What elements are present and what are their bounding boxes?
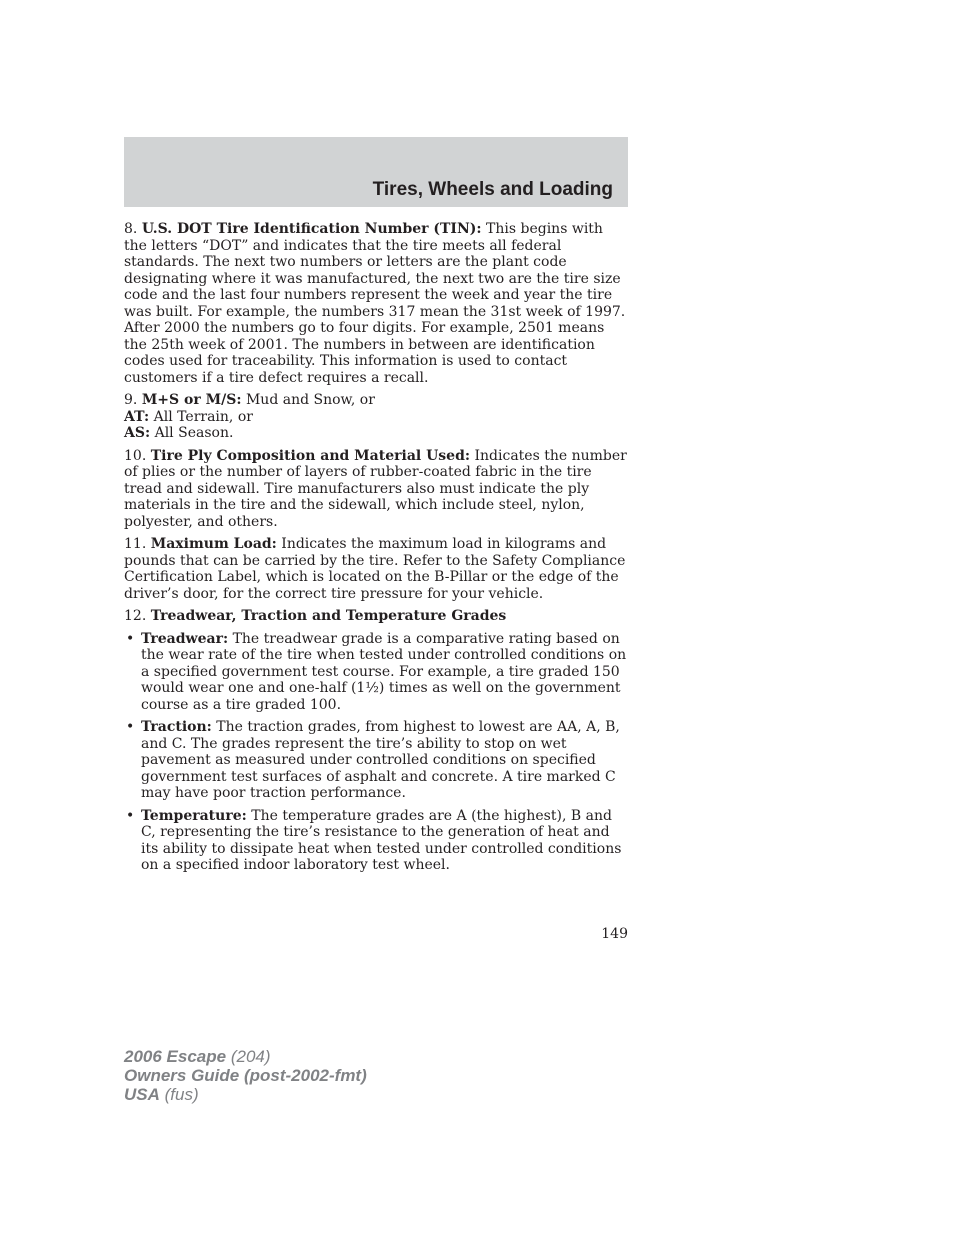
bullet-text: The temperature grades are A (the highest), B and C, representing the tire’s resistance to the generation of heat and its ability to dissipate heat when tested under controlled conditions on a specified indoor laboratory test wheel. bbox=[141, 807, 622, 873]
item-tread-codes bbox=[124, 392, 628, 442]
item-label: Tire Ply Composition and Material Used: bbox=[150, 447, 471, 464]
bullet-icon: • bbox=[126, 630, 135, 647]
bullet-text: The treadwear grade is a comparative rating based on the wear rate of the tire when tested under controlled conditions on a specified government test course. For example, a tire graded 150 would wear one and one-half (1½) times as well on the government course as a tire graded 100. bbox=[141, 630, 627, 713]
item-text: Indicates the maximum load in kilograms and pounds that can be carried by the tire. Refer to the Safety Compliance Certification Label, which is located on the B-Pillar or the edge of the driver’s door, for the correct tire pressure for your vehicle. bbox=[124, 536, 626, 602]
footer-model-code: (204) bbox=[230, 1047, 271, 1066]
bullet-icon: • bbox=[126, 719, 135, 735]
footer-line-model bbox=[124, 1047, 367, 1066]
footer-model: 2006 Escape bbox=[124, 1047, 227, 1066]
item-grades bbox=[124, 608, 628, 625]
footer-guide: Owners Guide (post-2002-fmt) bbox=[124, 1066, 367, 1085]
document-footer bbox=[124, 1047, 367, 1104]
item-label: M+S or M/S: bbox=[141, 392, 242, 408]
item-text: Indicates the number of plies or the number of layers of rubber-coated fabric in the tire tread and sidewall. Tire manufacturers also must indicate the ply materials in the tire and the sidewall, which include steel, nylon, polyester, and others. bbox=[124, 447, 627, 530]
item-maximum-load bbox=[124, 536, 628, 602]
bullet-label: Temperature: bbox=[141, 807, 247, 824]
page-number: 149 bbox=[601, 926, 628, 942]
grades-list bbox=[124, 631, 628, 874]
as-text: All Season. bbox=[154, 425, 234, 441]
item-number: 12. bbox=[124, 608, 147, 624]
item-label: U.S. DOT Tire Identification Number (TIN): bbox=[141, 221, 482, 237]
item-label: Maximum Load: bbox=[150, 536, 277, 552]
bullet-label: Traction: bbox=[141, 719, 212, 735]
item-text: This begins with the letters “DOT” and indicates that the tire meets all federal standards. The next two numbers or letters are the plant code designating where it was manufactured, the next two are the tire size code and the last four numbers represent the week and year the tire was built. For example, the numbers 317 mean the 31st week of 1997. After 2000 the numbers go to four digits. For example, 2501 means the 25th week of 2001. The numbers in between are identification codes used for traceability. This information is used to contact customers if a tire defect requires a recall. bbox=[124, 221, 626, 386]
footer-market: USA bbox=[124, 1085, 160, 1104]
section-header bbox=[124, 137, 628, 207]
section-title: Tires, Wheels and Loading bbox=[372, 179, 613, 200]
at-text: All Terrain, or bbox=[153, 408, 253, 425]
item-label: Treadwear, Traction and Temperature Grades bbox=[150, 608, 507, 624]
item-ply-composition bbox=[124, 448, 628, 531]
item-number: 9. bbox=[124, 392, 138, 408]
as-label: AS: bbox=[124, 425, 151, 441]
list-item-traction bbox=[124, 719, 628, 802]
page-content bbox=[124, 221, 628, 880]
item-number: 8. bbox=[124, 221, 138, 237]
bullet-text: The traction grades, from highest to lowest are AA, A, B, and C. The grades represent the tire’s ability to stop on wet pavement as measured under controlled conditions on specified government test surfaces of asphalt and concrete. A tire marked C may have poor traction performance. bbox=[141, 719, 620, 801]
footer-line-guide bbox=[124, 1066, 367, 1085]
footer-market-code: (fus) bbox=[164, 1085, 199, 1104]
item-dot-tin bbox=[124, 221, 628, 386]
bullet-label: Treadwear: bbox=[141, 630, 229, 647]
item-number: 11. bbox=[124, 536, 147, 552]
item-number: 10. bbox=[124, 447, 147, 464]
at-label: AT: bbox=[124, 408, 150, 425]
footer-line-market bbox=[124, 1085, 367, 1104]
item-text: Mud and Snow, or bbox=[245, 392, 375, 408]
list-item-treadwear bbox=[124, 631, 628, 714]
bullet-icon: • bbox=[126, 807, 135, 824]
list-item-temperature bbox=[124, 808, 628, 874]
